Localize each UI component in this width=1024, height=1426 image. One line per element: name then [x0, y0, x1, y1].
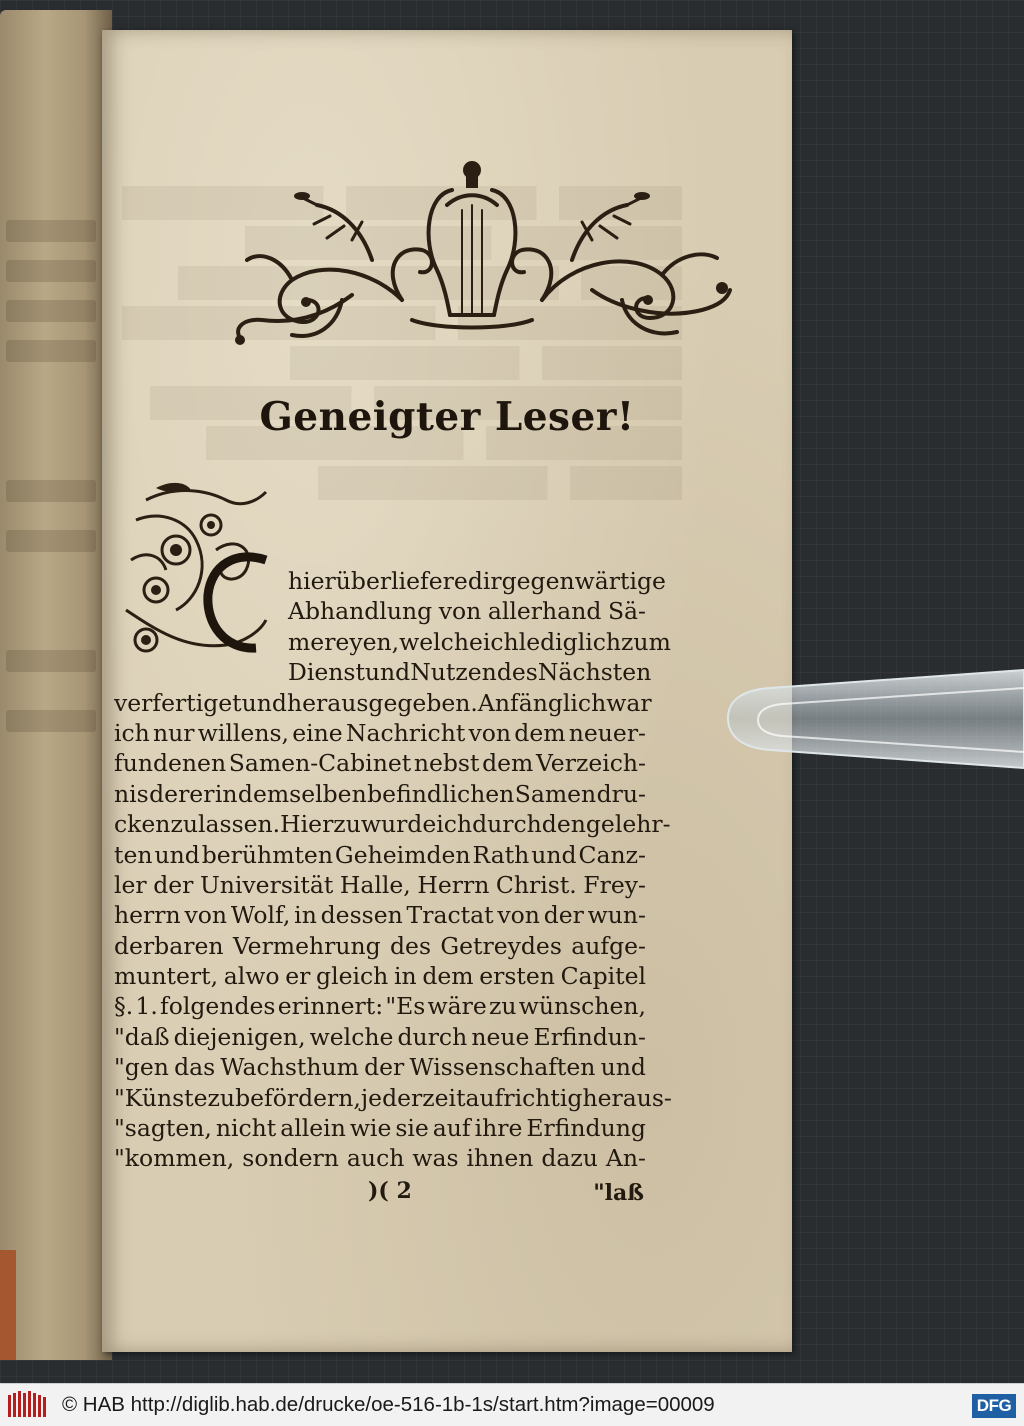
- hab-logo-icon: [8, 1391, 46, 1419]
- word: nicht: [215, 1114, 277, 1143]
- word: Rath: [472, 840, 530, 869]
- word: zu: [489, 992, 517, 1021]
- page-holder-clamp-icon: [700, 640, 1024, 790]
- word: zum: [621, 627, 671, 656]
- word: muntert,: [114, 962, 219, 991]
- word: Abhandlung: [288, 597, 433, 626]
- word: derer: [149, 779, 215, 808]
- word: diejenigen,: [173, 1022, 306, 1051]
- viewer-footer-bar: [0, 1383, 1024, 1426]
- word: Christ.: [495, 870, 577, 899]
- word: der: [543, 901, 584, 930]
- word: Nachricht: [345, 718, 466, 747]
- word: wurde: [360, 810, 437, 839]
- text-line: [114, 779, 646, 809]
- word: "Künste: [114, 1083, 208, 1112]
- word: befördern,: [235, 1083, 361, 1112]
- word: ler: [114, 870, 147, 899]
- word: dem: [422, 962, 474, 991]
- text-line: [114, 1083, 672, 1113]
- word: auf: [432, 1114, 471, 1143]
- word: Samen-Cabinet: [228, 749, 412, 778]
- text-line: [114, 688, 652, 718]
- word: in: [214, 779, 238, 808]
- word: Tractat: [406, 901, 494, 930]
- word: cken: [114, 810, 171, 839]
- word: Wissenschaften: [409, 1053, 596, 1082]
- word: Sä-: [607, 597, 646, 626]
- word: jederzeit: [360, 1083, 466, 1112]
- word: welche: [399, 627, 483, 656]
- word: lassen.: [197, 810, 281, 839]
- lyre-ornament-headpiece-icon: [222, 150, 742, 350]
- word: allein: [280, 1114, 346, 1143]
- text-line: [114, 840, 646, 870]
- word: folgendes: [160, 992, 276, 1021]
- word: der: [153, 870, 194, 899]
- text-line: [114, 809, 671, 839]
- word: dem: [514, 718, 566, 747]
- text-line: [114, 931, 646, 961]
- text-line: [114, 627, 671, 657]
- word: neue: [471, 1022, 530, 1051]
- word: von: [468, 718, 512, 747]
- word: mereyen,: [288, 627, 400, 656]
- word: und: [241, 688, 287, 717]
- word: dru-: [596, 779, 646, 808]
- text-line: [114, 718, 646, 748]
- word: Anfänglich: [477, 688, 607, 717]
- dfg-logo: DFG: [972, 1394, 1016, 1418]
- word: heraus-: [582, 1083, 672, 1112]
- text-line: [114, 991, 646, 1021]
- word: "sagten,: [114, 1114, 212, 1143]
- word: ihre: [474, 1114, 523, 1143]
- word: Samen: [514, 779, 597, 808]
- word: durch: [397, 1022, 468, 1051]
- word: in: [294, 901, 317, 930]
- word: nis: [114, 779, 149, 808]
- text-line: [114, 1143, 646, 1173]
- word: auch: [346, 1144, 405, 1173]
- word: und: [531, 840, 577, 869]
- word: "Es: [385, 992, 426, 1021]
- text-line: [114, 596, 646, 626]
- word: nebst: [413, 749, 480, 778]
- book-edge: [0, 1250, 16, 1360]
- word: "daß: [114, 1022, 170, 1051]
- word: lediglich: [518, 627, 622, 656]
- word: ich: [114, 718, 150, 747]
- word: aufrichtig: [465, 1083, 583, 1112]
- word: nur: [153, 718, 195, 747]
- word: Universität: [199, 870, 334, 899]
- word: das: [174, 1053, 216, 1082]
- catchword: "laß: [593, 1180, 644, 1206]
- word: den: [541, 810, 586, 839]
- word: Geheimden: [334, 840, 471, 869]
- word: "gen: [114, 1053, 169, 1082]
- word: gleich: [316, 962, 389, 991]
- word: in: [393, 962, 417, 991]
- word: hier: [288, 567, 336, 595]
- word: heraus: [286, 688, 369, 717]
- word: willens,: [197, 718, 290, 747]
- book-page: [102, 30, 792, 1352]
- word: sondern: [242, 1144, 339, 1173]
- signature-mark: )( 2: [368, 1178, 412, 1204]
- page-heading: Geneigter Leser!: [259, 394, 635, 440]
- text-line: [114, 1113, 646, 1143]
- text-line: [114, 961, 646, 991]
- word: ich: [482, 627, 519, 656]
- word: was: [412, 1144, 459, 1173]
- word: ihnen: [466, 1144, 534, 1173]
- word: und: [600, 1053, 646, 1082]
- body-text: [114, 566, 672, 1174]
- word: dem: [482, 749, 534, 778]
- word: Nächsten: [537, 658, 652, 687]
- word: Wachsthum: [220, 1053, 359, 1082]
- word: gegeben.: [368, 688, 478, 717]
- word: Wolf,: [230, 901, 291, 930]
- word: zu: [207, 1083, 236, 1112]
- word: demselben: [237, 779, 367, 808]
- word: eine: [292, 718, 343, 747]
- word: von: [497, 901, 540, 930]
- word: verfertiget: [114, 688, 242, 717]
- word: er: [285, 962, 311, 991]
- word: An-: [605, 1144, 646, 1173]
- word: Dienst: [288, 658, 365, 687]
- word: dazu: [541, 1144, 598, 1173]
- word: Herrn: [417, 870, 490, 899]
- word: aufge-: [571, 931, 646, 960]
- word: und: [154, 840, 200, 869]
- word: §.: [114, 992, 134, 1021]
- word: überliefere: [335, 567, 468, 595]
- text-line: [114, 657, 652, 687]
- word: Halle,: [339, 870, 411, 899]
- word: berühmten: [201, 840, 333, 869]
- word: Capitel: [560, 962, 646, 991]
- adjacent-page-left: [0, 10, 112, 1360]
- word: war: [606, 688, 652, 717]
- word: erinnert:: [277, 992, 384, 1021]
- word: und: [364, 658, 411, 687]
- text-line: [114, 748, 646, 778]
- word: wun-: [587, 901, 646, 930]
- word: Erfindun-: [533, 1022, 646, 1051]
- word: von: [438, 597, 482, 626]
- word: welche: [309, 1022, 394, 1051]
- text-line: [114, 1022, 646, 1052]
- word: gegenwärtige: [501, 567, 666, 595]
- word: wünschen,: [518, 992, 646, 1021]
- text-line: [114, 566, 666, 596]
- word: Hierzu: [280, 810, 361, 839]
- word: sie: [395, 1114, 429, 1143]
- word: der: [364, 1053, 405, 1082]
- word: ten: [114, 840, 153, 869]
- word: 1.: [135, 992, 158, 1021]
- text-line: [114, 1052, 646, 1082]
- word: ich: [436, 810, 473, 839]
- word: Verzeich-: [535, 749, 646, 778]
- word: Nutzen: [410, 658, 497, 687]
- word: alwo: [223, 962, 280, 991]
- word: "kommen,: [114, 1144, 235, 1173]
- word: des: [390, 931, 432, 960]
- text-line: [114, 900, 646, 930]
- word: derbaren: [114, 931, 224, 960]
- word: Canz-: [578, 840, 646, 869]
- word: Getreydes: [440, 931, 562, 960]
- word: wäre: [427, 992, 487, 1021]
- word: herrn: [114, 901, 181, 930]
- word: wie: [349, 1114, 392, 1143]
- word: dessen: [320, 901, 403, 930]
- word: befindlichen: [367, 779, 515, 808]
- word: des: [496, 658, 538, 687]
- word: ersten: [479, 962, 555, 991]
- word: durch: [472, 810, 542, 839]
- word: dir: [467, 567, 502, 595]
- word: allerhand: [487, 597, 602, 626]
- text-line: [114, 870, 646, 900]
- word: zu: [170, 810, 198, 839]
- word: fundenen: [114, 749, 227, 778]
- word: Erfindung: [526, 1114, 646, 1143]
- word: von: [184, 901, 228, 930]
- word: Vermehrung: [232, 931, 381, 960]
- word: gelehr-: [585, 810, 671, 839]
- word: neuer-: [568, 718, 646, 747]
- word: Frey-: [583, 870, 646, 899]
- copyright-url[interactable]: © HAB http://diglib.hab.de/drucke/oe-516-1b-1s/start.htm?image=00009: [62, 1393, 715, 1416]
